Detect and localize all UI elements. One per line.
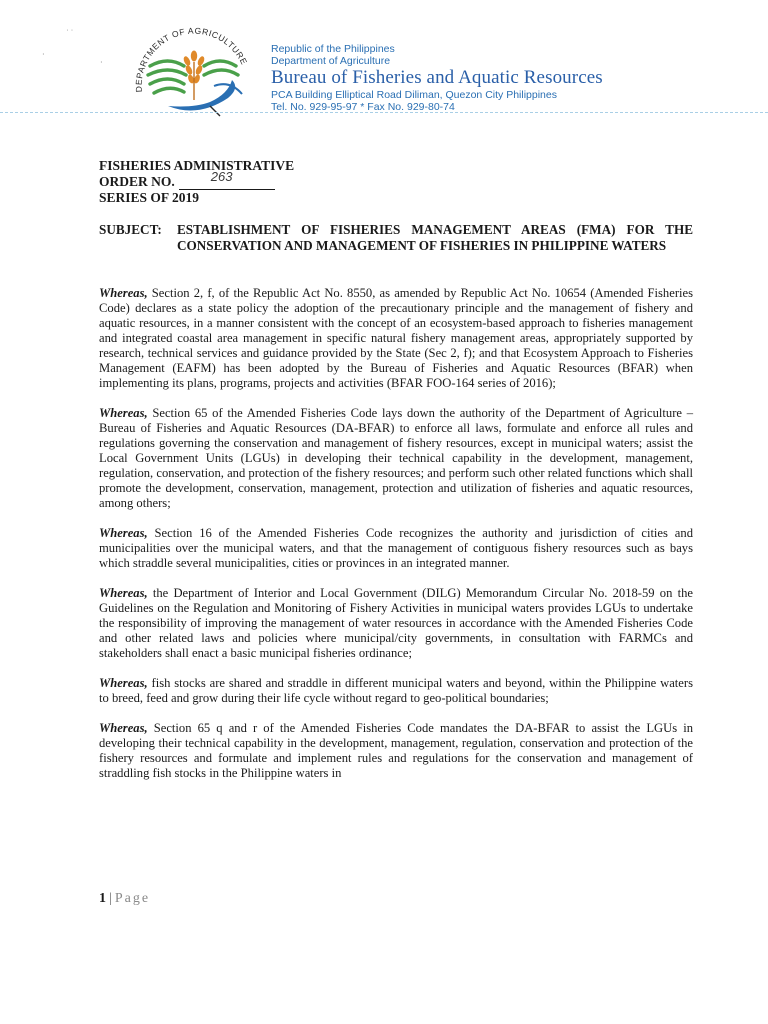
whereas-paragraph	[99, 526, 693, 571]
paragraph-text: Section 2, f, of the Republic Act No. 8550, as amended by Republic Act No. 10654 (Amended Fisheries Code) declares as a state policy the adoption of the precautionary principle and the management of fishery and aquatic resources, in a manner consistent with the concept of an ecosystem-based approach to fisheries management and integrated coastal area management in specific natural fishery management areas, appropriately supported by research, technical services and guidance provided by the State (Sec 2, f); and that Ecosystem Approach to Fisheries Management (EAFM) has been adopted by the Bureau of Fisheries and Aquatic Resources (BFAR) when implementing its plans, programs, projects and activities (BFAR FOO-164 series of 2016);	[99, 286, 693, 390]
contact-line: Tel. No. 929-95-97 * Fax No. 929-80-74	[271, 101, 455, 113]
subject-text: ESTABLISHMENT OF FISHERIES MANAGEMENT AREAS (FMA) FOR THE CONSERVATION AND MANAGEMENT OF FISHERIES IN PHILIPPINE WATERS	[177, 222, 693, 253]
whereas-paragraph	[99, 286, 693, 391]
whereas-paragraph	[99, 586, 693, 661]
whereas-lead: Whereas,	[99, 406, 148, 420]
whereas-lead: Whereas,	[99, 526, 148, 540]
page-footer	[99, 891, 150, 907]
paragraph-text: fish stocks are shared and straddle in different municipal waters and beyond, within the Philippine waters to breed, feed and grow during their life cycle without regard to geo-political boundaries;	[99, 676, 693, 705]
paragraph-text: Section 65 q and r of the Amended Fisheries Code mandates the DA-BFAR to assist the LGUs in developing their technical capability in the development, management, regulation, conservation and protection of the fishery resources and formulate and implement rules and regulations for the conservation and management of straddling fish stocks in the Philippine waters in	[99, 721, 693, 780]
department-line: Department of Agriculture	[271, 55, 391, 67]
whereas-lead: Whereas,	[99, 676, 148, 690]
paragraph-text: the Department of Interior and Local Government (DILG) Memorandum Circular No. 2018-59 on the Guidelines on the Regulation and Monitoring of Fishery Activities in municipal waters provides LGUs to undertake the responsibility of improving the management of water resources in accordance with the Amended Fisheries Code and other related laws and policies where municipal/city governments, in consultation with FARMCs and stakeholders shall enact a basic municipal fisheries ordinance;	[99, 586, 693, 660]
subject-label: SUBJECT:	[99, 222, 162, 237]
whereas-lead: Whereas,	[99, 721, 148, 735]
subject-block	[99, 222, 693, 254]
page-word: Page	[114, 891, 151, 906]
order-number-blank	[179, 169, 275, 190]
document-body	[99, 286, 693, 796]
paragraph-text: Section 16 of the Amended Fisheries Code recognizes the authority and jurisdiction of cities and municipalities over the municipal waters, and that the management of contiguous fishery resources such as bays which straddle several municipalities, cities or provinces in an integrated manner.	[99, 526, 693, 570]
page-number: 1	[99, 891, 106, 906]
paragraph-text: Section 65 of the Amended Fisheries Code lays down the authority of the Department of Agriculture – Bureau of Fisheries and Aquatic Resources (DA-BFAR) to enforce all laws, formulate and enforce all rules and regulations governing the conservation and management of fishery resources, except in municipal waters; assist the Local Government Units (LGUs) in developing their technical capability in the development, management, regulation, conservation, and protection of the fishery resources; and perform such other related functions which shall promote the development, conservation, management, protection and utilization of fisheries and aquatic resources, among others;	[99, 406, 693, 510]
order-title: FISHERIES ADMINISTRATIVE	[99, 158, 295, 173]
scan-speck: ˙ ˙	[66, 28, 74, 37]
order-heading	[99, 158, 294, 206]
order-number-row	[99, 169, 294, 190]
whereas-lead: Whereas,	[99, 586, 148, 600]
order-series: SERIES OF 2019	[99, 190, 200, 205]
letterhead-divider	[0, 112, 768, 113]
whereas-paragraph	[99, 676, 693, 706]
whereas-lead: Whereas,	[99, 286, 148, 300]
scan-speck: ·	[100, 58, 103, 67]
bureau-name: Bureau of Fisheries and Aquatic Resources	[271, 67, 603, 88]
letterhead	[0, 0, 768, 118]
department-of-agriculture-seal-icon	[128, 22, 260, 118]
whereas-paragraph	[99, 721, 693, 781]
letterhead-text	[271, 43, 603, 113]
whereas-paragraph	[99, 406, 693, 511]
seal-arc-text: DEPARTMENT OF AGRICULTURE	[133, 25, 250, 93]
order-number-label: ORDER NO.	[99, 174, 175, 189]
page-separator: |	[109, 891, 112, 906]
scan-speck: ·	[42, 50, 45, 59]
address-line: PCA Building Elliptical Road Diliman, Quezon City Philippines	[271, 89, 557, 101]
order-number-handwritten: 263	[210, 169, 233, 184]
republic-line: Republic of the Philippines	[271, 43, 395, 55]
